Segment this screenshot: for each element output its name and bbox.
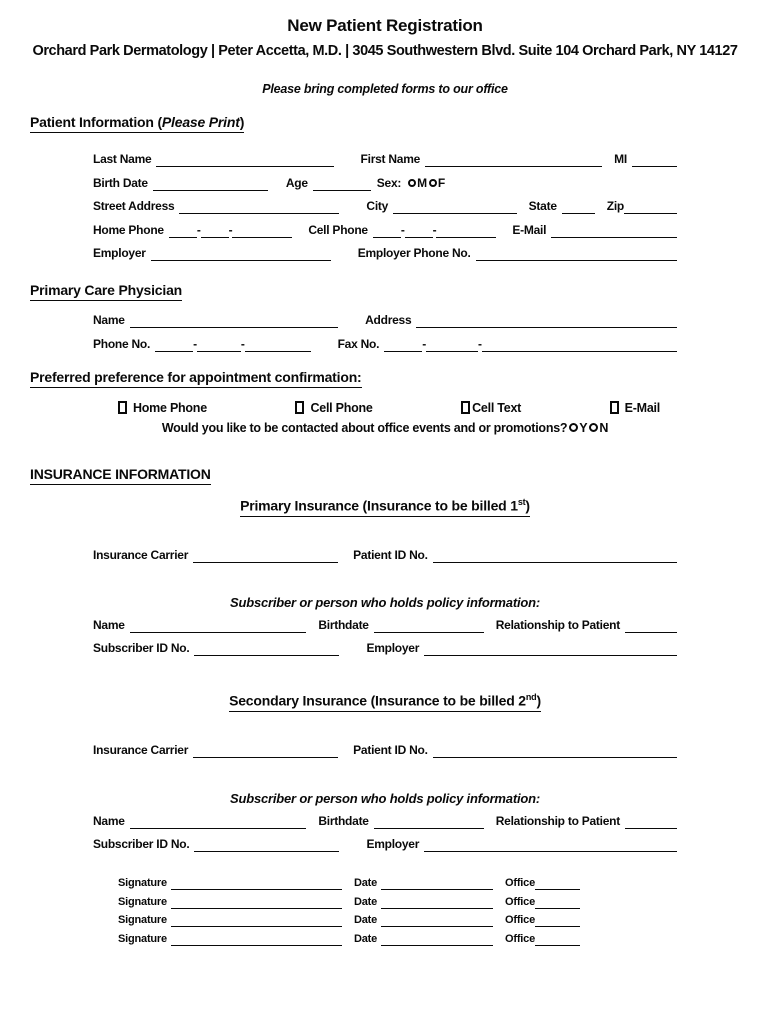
email-label: E-Mail: [512, 222, 547, 237]
subscriber-birthdate-label: Birthdate: [318, 617, 369, 632]
sex-male-label: M: [417, 175, 427, 190]
pcp-phone-row: [93, 337, 677, 352]
subscriber-name-label: Name: [93, 813, 125, 828]
primary-subscriber-id-row: [93, 641, 677, 656]
cell-phone-label: Cell Phone: [308, 222, 368, 237]
primary-subscriber-heading: Subscriber or person who holds policy information:: [230, 594, 540, 610]
pcp-name-field[interactable]: [130, 315, 338, 328]
mi-field[interactable]: [632, 154, 677, 167]
signature-label: Signature: [118, 914, 167, 927]
primary-relationship-field[interactable]: [625, 620, 677, 633]
primary-carrier-label: Insurance Carrier: [93, 547, 189, 562]
office-field[interactable]: [535, 898, 580, 909]
dash: -: [400, 222, 405, 237]
signature-field[interactable]: [171, 935, 342, 946]
signature-row-1: [118, 877, 580, 890]
secondary-carrier-field[interactable]: [193, 745, 338, 758]
pcp-phone-label: Phone No.: [93, 337, 151, 351]
secondary-carrier-row: [93, 743, 677, 758]
birthdate-sex-row: [93, 176, 677, 191]
promotions-question-row: [30, 421, 740, 436]
cell-phone-line-field[interactable]: [436, 225, 496, 238]
street-address-label: Street Address: [93, 199, 175, 213]
pcp-fax-line-field[interactable]: [482, 339, 677, 352]
signature-row-3: [118, 914, 580, 927]
signature-row-4: [118, 933, 580, 946]
date-field[interactable]: [381, 898, 493, 909]
state-field[interactable]: [562, 201, 595, 214]
last-name-field[interactable]: [156, 154, 333, 167]
secondary-subscriber-birthdate-field[interactable]: [374, 816, 484, 829]
dash: -: [240, 337, 245, 351]
date-field[interactable]: [381, 916, 493, 927]
sex-label: Sex:: [376, 175, 402, 190]
date-label: Date: [353, 932, 378, 945]
employer-row: [93, 246, 677, 261]
patient-info-fields: [93, 152, 677, 261]
street-address-field[interactable]: [179, 201, 339, 214]
pref-home-phone-label: Home Phone: [133, 400, 207, 415]
checkbox-icon[interactable]: [295, 401, 304, 414]
primary-ordinal: st: [517, 497, 526, 507]
pref-email-option[interactable]: [610, 401, 660, 415]
sex-male-radio[interactable]: [408, 179, 416, 187]
sex-female-radio[interactable]: [429, 179, 437, 187]
cell-phone-area-field[interactable]: [373, 225, 401, 238]
primary-subscriber-id-field[interactable]: [194, 643, 339, 656]
primary-subscriber-fields: [93, 618, 677, 657]
pref-home-phone-option[interactable]: [118, 401, 207, 415]
secondary-subscriber-name-field[interactable]: [130, 816, 307, 829]
mi-label: MI: [614, 152, 628, 166]
secondary-subscriber-employer-field[interactable]: [424, 839, 677, 852]
promo-no-label: N: [599, 421, 609, 435]
primary-subscriber-name-field[interactable]: [130, 620, 307, 633]
pcp-fax-prefix-field[interactable]: [426, 339, 478, 352]
office-field[interactable]: [535, 916, 580, 927]
date-field[interactable]: [381, 935, 493, 946]
secondary-carrier-label: Insurance Carrier: [93, 742, 189, 757]
pcp-phone-area-field[interactable]: [155, 339, 193, 352]
primary-carrier-field[interactable]: [193, 550, 338, 563]
secondary-relationship-field[interactable]: [625, 816, 677, 829]
dash: -: [432, 222, 437, 237]
subscriber-id-label: Subscriber ID No.: [93, 837, 190, 852]
pcp-heading: Primary Care Physician: [30, 282, 740, 301]
primary-subscriber-name-row: [93, 618, 677, 633]
primary-insurance-title: Primary Insurance (Insurance to be billed 1st): [30, 494, 740, 517]
primary-patient-id-label: Patient ID No.: [353, 547, 428, 562]
subscriber-name-label: Name: [93, 617, 125, 632]
dash: -: [196, 222, 201, 237]
checkbox-icon[interactable]: [461, 401, 470, 414]
first-name-label: First Name: [360, 152, 421, 166]
patient-heading-italic: Please Print: [161, 114, 240, 130]
patient-heading-pre: Patient Information (: [30, 114, 162, 130]
date-field[interactable]: [381, 879, 493, 890]
secondary-subscriber-heading: Subscriber or person who holds policy information:: [230, 790, 540, 806]
secondary-ordinal: nd: [525, 692, 537, 703]
office-label: Office: [505, 895, 535, 908]
dash: -: [228, 222, 233, 237]
home-phone-area-field[interactable]: [169, 225, 197, 238]
home-phone-label: Home Phone: [93, 222, 164, 237]
signature-field[interactable]: [171, 879, 342, 890]
pcp-phone-line-field[interactable]: [245, 339, 311, 352]
pref-cell-phone-label: Cell Phone: [310, 400, 373, 415]
employer-field[interactable]: [151, 248, 331, 261]
cell-phone-prefix-field[interactable]: [405, 225, 433, 238]
city-label: City: [366, 199, 389, 213]
pref-cell-text-label: Cell Text: [472, 400, 522, 415]
age-field[interactable]: [313, 178, 371, 191]
phone-email-row: [93, 223, 677, 238]
signature-field[interactable]: [171, 916, 342, 927]
age-label: Age: [285, 175, 308, 190]
secondary-insurance-title: Secondary Insurance (Insurance to be billed 2nd): [30, 689, 740, 712]
first-name-field[interactable]: [425, 154, 602, 167]
signature-label: Signature: [118, 877, 167, 890]
pcp-name-label: Name: [93, 313, 125, 327]
city-field[interactable]: [393, 201, 517, 214]
preference-options: [118, 399, 660, 416]
primary-carrier-row: [93, 548, 677, 563]
subscriber-birthdate-label: Birthdate: [318, 813, 369, 828]
address-row: [93, 199, 677, 214]
signature-field[interactable]: [171, 898, 342, 909]
pref-cell-text-option[interactable]: [461, 401, 521, 415]
birth-date-label: Birth Date: [93, 175, 148, 190]
state-label: State: [528, 199, 557, 213]
email-field[interactable]: [551, 225, 677, 238]
instructions-note: Please bring completed forms to our office: [262, 82, 508, 96]
office-label: Office: [505, 877, 535, 890]
zip-field[interactable]: [624, 201, 677, 214]
promo-yes-label: Y: [579, 421, 588, 435]
secondary-patient-id-field[interactable]: [433, 745, 677, 758]
promo-no-radio[interactable]: [589, 423, 598, 432]
pcp-fax-area-field[interactable]: [384, 339, 422, 352]
checkbox-icon[interactable]: [610, 401, 619, 414]
home-phone-prefix-field[interactable]: [201, 225, 229, 238]
primary-patient-id-field[interactable]: [433, 550, 677, 563]
secondary-patient-id-label: Patient ID No.: [353, 742, 428, 757]
pcp-fax-label: Fax No.: [337, 337, 380, 351]
relationship-label: Relationship to Patient: [495, 617, 620, 632]
pref-cell-phone-option[interactable]: [295, 401, 372, 415]
checkbox-icon[interactable]: [118, 401, 127, 414]
primary-subscriber-employer-field[interactable]: [424, 643, 677, 656]
secondary-subscriber-id-field[interactable]: [194, 839, 339, 852]
subscriber-id-label: Subscriber ID No.: [93, 641, 190, 656]
employer-label: Employer: [93, 246, 146, 260]
office-field[interactable]: [535, 935, 580, 946]
birth-date-field[interactable]: [153, 178, 268, 191]
employer-phone-field[interactable]: [476, 248, 677, 261]
zip-label: Zip: [606, 199, 624, 213]
page-title: New Patient Registration: [287, 16, 483, 35]
office-label: Office: [505, 914, 535, 927]
pcp-phone-prefix-field[interactable]: [197, 339, 241, 352]
date-label: Date: [353, 877, 378, 890]
subscriber-employer-label: Employer: [366, 641, 420, 656]
secondary-subscriber-name-row: [93, 814, 677, 829]
sex-female-label: F: [437, 175, 445, 190]
secondary-insurance-fields: [93, 743, 677, 758]
secondary-subscriber-id-row: [93, 837, 677, 852]
signature-block: [118, 877, 580, 946]
pcp-fields: [93, 313, 677, 352]
date-label: Date: [353, 914, 378, 927]
date-label: Date: [353, 895, 378, 908]
relationship-label: Relationship to Patient: [495, 813, 620, 828]
promo-yes-radio[interactable]: [569, 423, 578, 432]
name-row: [93, 152, 677, 167]
practice-info: Orchard Park Dermatology | Peter Accetta, M.D. | 3045 Southwestern Blvd. Suite 104 Orchard Park, NY 14127: [32, 43, 738, 59]
patient-info-heading: [30, 114, 740, 133]
dash: -: [193, 337, 197, 351]
office-field[interactable]: [535, 879, 580, 890]
secondary-subscriber-fields: [93, 814, 677, 853]
signature-label: Signature: [118, 932, 167, 945]
subscriber-employer-label: Employer: [366, 837, 420, 852]
patient-heading-post: ): [239, 114, 245, 130]
primary-insurance-fields: [93, 548, 677, 563]
home-phone-line-field[interactable]: [232, 225, 292, 238]
pref-email-label: E-Mail: [624, 400, 660, 415]
pcp-address-label: Address: [365, 313, 412, 327]
signature-row-2: [118, 896, 580, 909]
dash: -: [422, 337, 426, 351]
last-name-label: Last Name: [93, 152, 152, 166]
office-label: Office: [505, 932, 535, 945]
signature-label: Signature: [118, 895, 167, 908]
insurance-heading: INSURANCE INFORMATION: [30, 466, 740, 485]
employer-phone-label: Employer Phone No.: [357, 246, 471, 260]
promotions-question: Would you like to be contacted about office events and or promotions?: [161, 421, 568, 435]
dash: -: [477, 337, 482, 351]
pcp-address-field[interactable]: [416, 315, 677, 328]
pcp-name-row: [93, 313, 677, 328]
primary-subscriber-birthdate-field[interactable]: [374, 620, 484, 633]
preference-heading: Preferred preference for appointment confirmation:: [30, 369, 740, 388]
